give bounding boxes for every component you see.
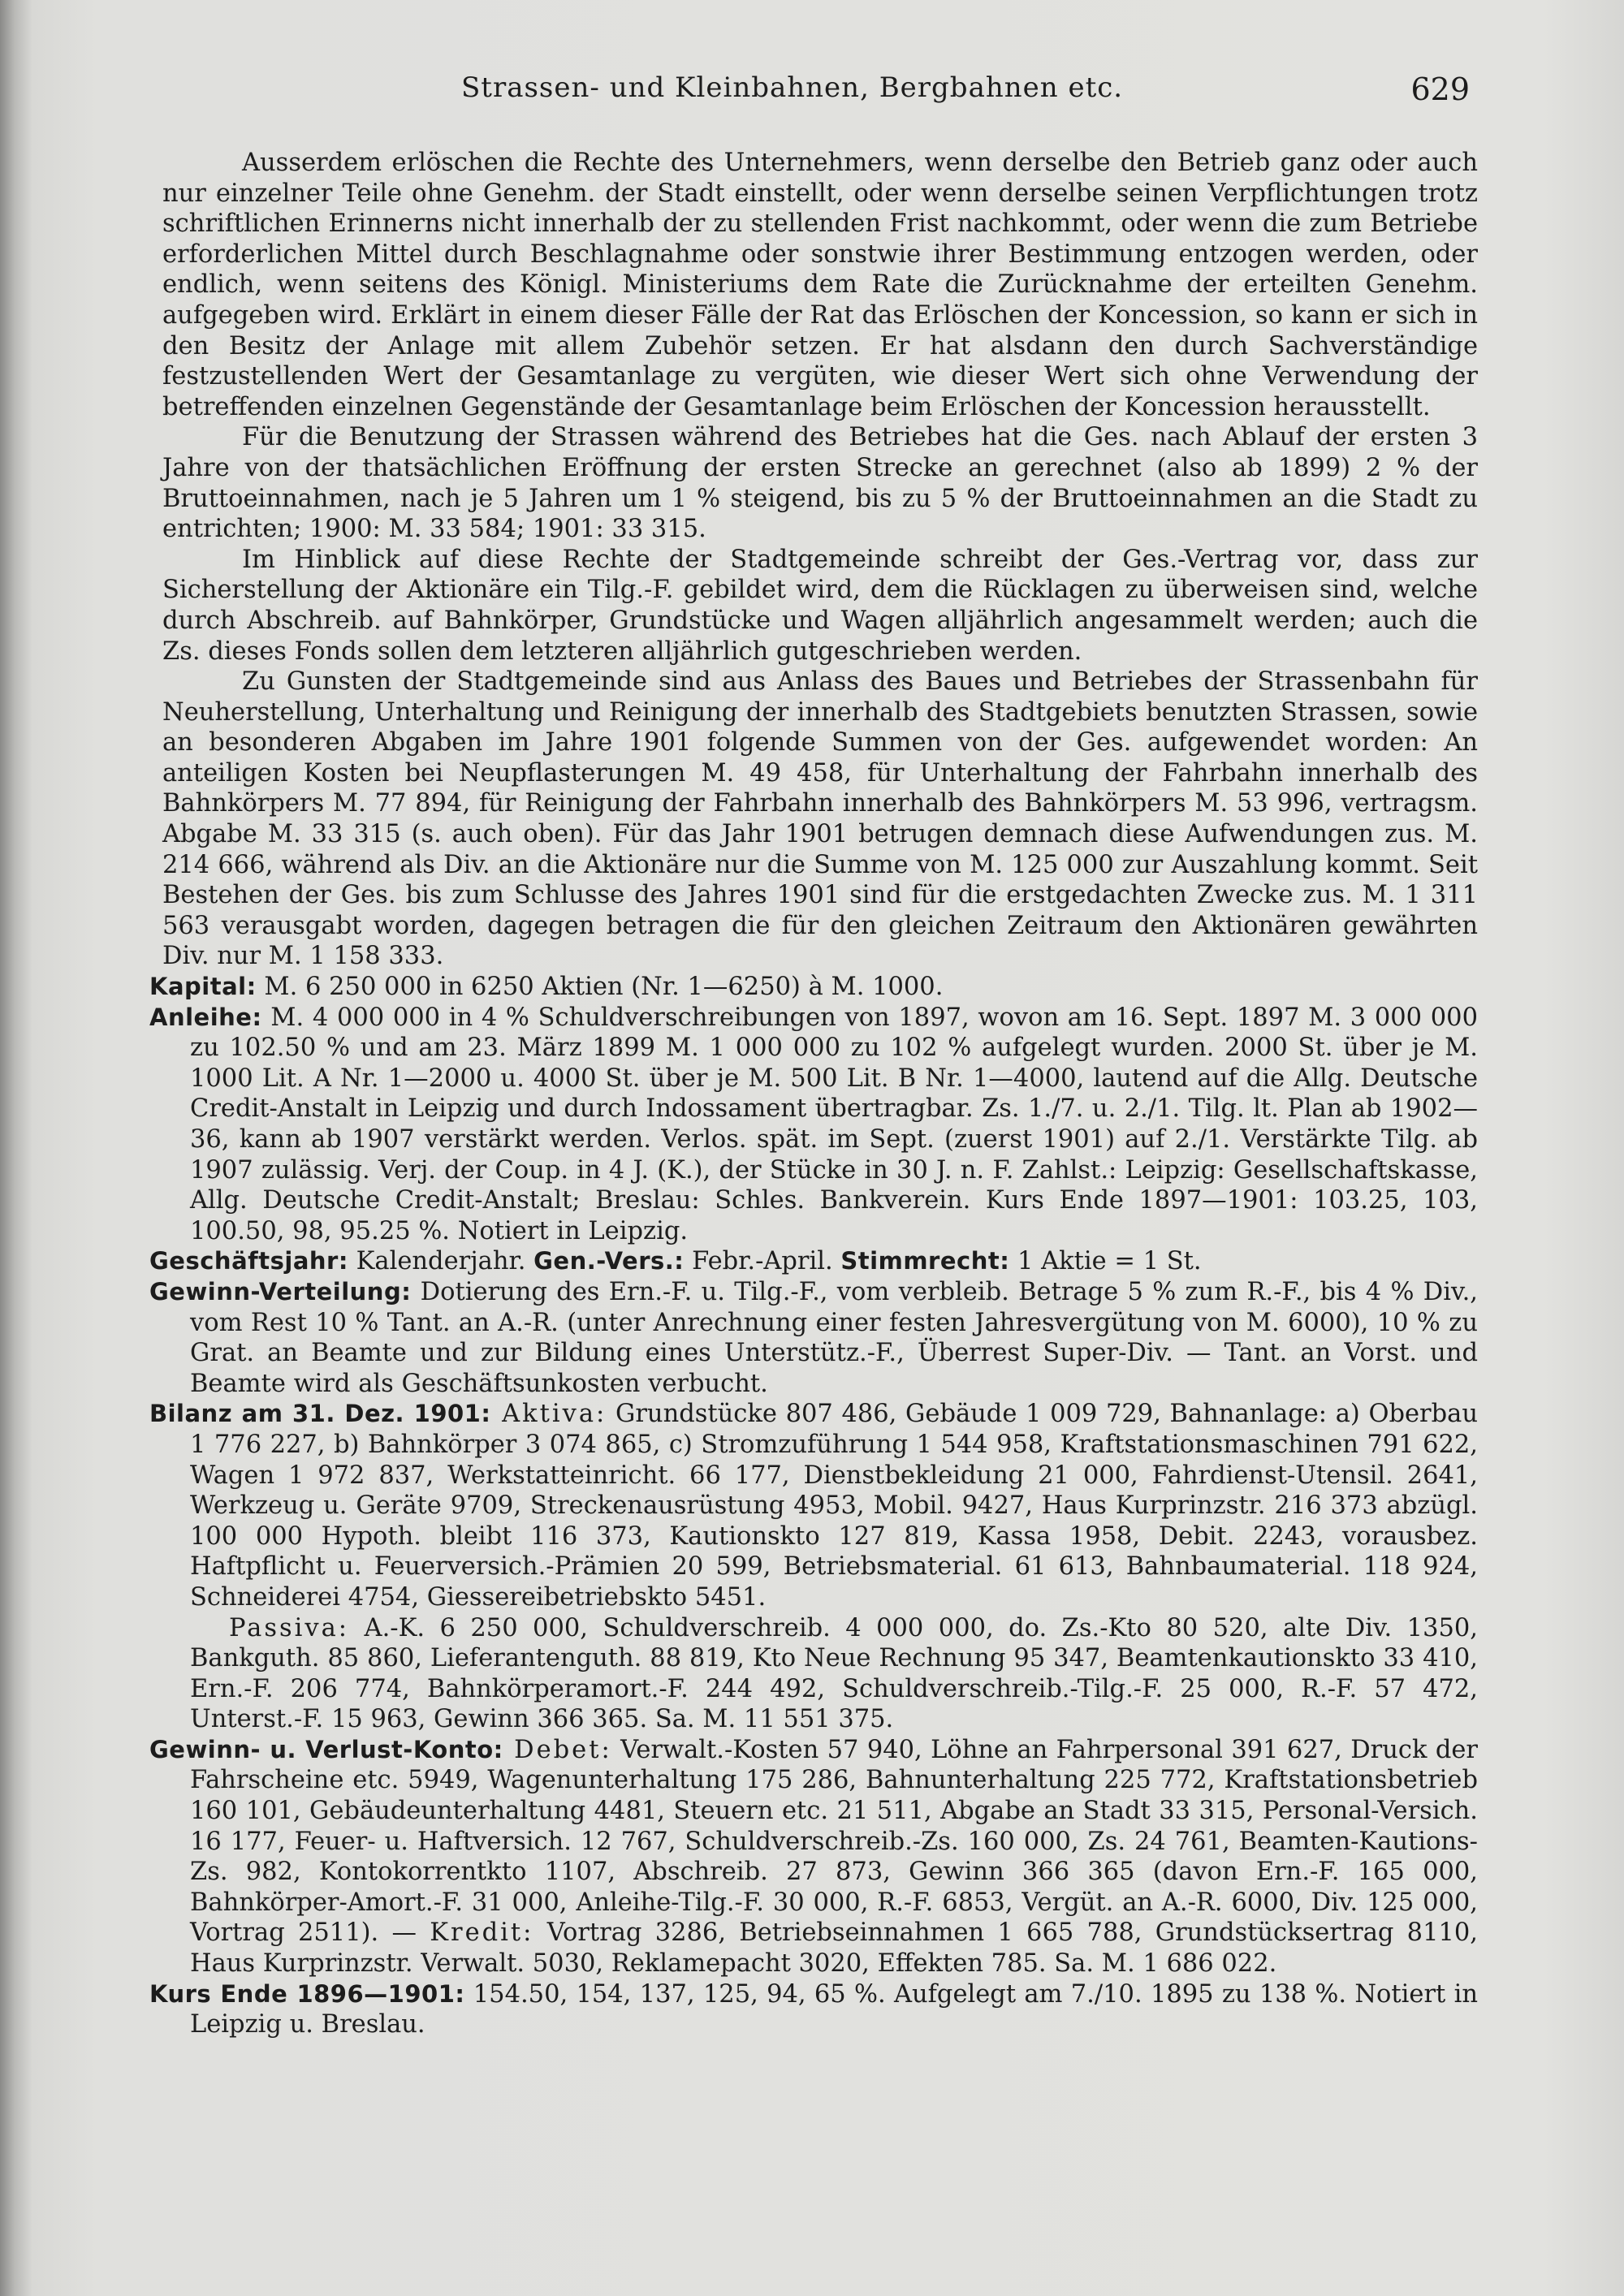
paragraph-benutzung: Für die Benutzung der Strassen während des Betriebes hat die Ges. nach Ablauf der ersten 3 Jahre von der thatsächlichen Eröffnung der ersten Strecke an gerechnet (also ab 1899) 2 % der Bruttoeinnahmen, nach je 5 Jahren um 1 % steigend, bis zu 5 % der Bruttoeinnahmen an die Stadt zu entrichten; 1900: M. 33 584; 1901: 33 315. — [162, 423, 1478, 544]
entry-bilanz-passiva — [162, 1613, 1478, 1735]
entry-label-stimmrecht: Stimmrecht: — [840, 1247, 1010, 1275]
entry-label: Geschäftsjahr: — [149, 1247, 348, 1275]
aktiva-label: Aktiva: — [490, 1400, 607, 1429]
passiva-label: Passiva: — [229, 1613, 350, 1642]
entry-geschaeftsjahr — [149, 1246, 1478, 1277]
entry-label: Kapital: — [149, 973, 257, 1001]
passiva-text: A.-K. 6 250 000, Schuldverschreib. 4 000 000, do. Zs.-Kto 80 520, alte Div. 1350, Bankguth. 85 860, Lieferantenguth. 88 819, Kto Neue Rechnung 95 347, Beamtenkautionskto 33 410, Ern.-F. 206 774, Bahnkörperamort.-F. 244 492, Schuldverschreib.-Tilg.-F. 25 000, R.-F. 57 472, Unterst.-F. 15 963, Gewinn 366 365. Sa. M. 11 551 375. — [190, 1613, 1478, 1734]
entry-label-gen-vers: Gen.-Vers.: — [533, 1247, 685, 1275]
entry-label: Gewinn-Verteilung: — [149, 1277, 412, 1306]
aktiva-text: Grundstücke 807 486, Gebäude 1 009 729, Bahnanlage: a) Oberbau 1 776 227, b) Bahnkörper 3 074 865, c) Stromzuführung 1 544 958, Kraftstationsmaschinen 791 622, Wagen 1 972 837, Werkstatteinricht. 66 177, Dienstbekleidung 21 000, Fahrdienst-Utensil. 2641, Werkzeug u. Geräte 9709, Streckenausrüstung 4953, Mobil. 9427, Haus Kurprinzstr. 216 373 abzügl. 100 000 Hypoth. bleibt 116 373, Kautionskto 127 819, Kassa 1958, Debit. 2243, vorausbez. Haftpflicht u. Feuerversich.-Prämien 20 599, Betriebsmaterial. 61 613, Bahnbaumaterial. 118 924, Schneiderei 4754, Giessereibetriebskto 5451. — [190, 1400, 1478, 1612]
entry-label: Anleihe: — [149, 1003, 262, 1031]
debet-label: Debet: — [503, 1735, 612, 1764]
entry-text-gen-vers: Febr.-April. — [684, 1247, 841, 1276]
page-body — [149, 148, 1478, 2040]
entry-bilanz — [149, 1399, 1478, 1612]
paragraph-gunsten: Zu Gunsten der Stadtgemeinde sind aus Anlass des Baues und Betriebes der Strassenbahn für Neuherstellung, Unterhaltung und Reinigung der innerhalb des Stadtgebiets benutzten Strassen, sowie an besonderen Abgaben im Jahre 1901 folgende Summen von der Ges. aufgewendet worden: An anteiligen Kosten bei Neupflasterungen M. 49 458, für Unterhaltung der Fahrbahn innerhalb des Bahnkörpers M. 77 894, für Reinigung der Fahrbahn innerhalb des Bahnkörpers M. 53 996, vertragsm. Abgabe M. 33 315 (s. auch oben). Für das Jahr 1901 betrugen demnach diese Aufwendungen zus. M. 214 666, während als Div. an die Aktionäre nur die Summe von M. 125 000 zur Auszahlung kommt. Seit Bestehen der Ges. bis zum Schlusse des Jahres 1901 sind für die erstgedachten Zwecke zus. M. 1 311 563 verausgabt worden, dagegen betragen die für den gleichen Zeitraum den Aktionären gewährten Div. nur M. 1 158 333. — [162, 667, 1478, 971]
entry-kurs — [149, 1979, 1478, 2040]
kredit-label: Kredit: — [430, 1918, 534, 1948]
paragraph-hinblick: Im Hinblick auf diese Rechte der Stadtgemeinde schreibt der Ges.-Vertrag vor, dass zur Sicherstellung der Aktionäre ein Tilg.-F. gebildet wird, dem die Rücklagen zu überweisen sind, welche durch Abschreib. auf Bahnkörper, Grundstücke und Wagen alljährlich angesammelt werden; auch die Zs. dieses Fonds sollen dem letzteren alljährlich gutgeschrieben werden. — [162, 545, 1478, 666]
running-title: Strassen- und Kleinbahnen, Bergbahnen etc. — [461, 71, 1124, 104]
page-header — [187, 71, 1470, 120]
entry-text-stimmrecht: 1 Aktie = 1 St. — [1009, 1247, 1202, 1276]
page-number: 629 — [1410, 71, 1470, 107]
entry-gewinn-verlust — [149, 1735, 1478, 1979]
entry-kapital — [149, 972, 1478, 1003]
entry-gewinn-verteilung — [149, 1277, 1478, 1399]
entry-text: Kalenderjahr. — [348, 1247, 534, 1276]
entry-anleihe — [149, 1003, 1478, 1247]
entry-label: Kurs Ende 1896—1901: — [149, 1979, 465, 2008]
entry-label: Bilanz am 31. Dez. 1901: — [149, 1400, 491, 1428]
entry-text: M. 6 250 000 in 6250 Aktien (Nr. 1—6250) à M. 1000. — [256, 973, 944, 1002]
debet-text: Verwalt.-Kosten 57 940, Löhne an Fahrpersonal 391 627, Druck der Fahrscheine etc. 5949, Wagenunterhaltung 175 286, Bahnunterhaltung 225 772, Kraftstationsbetrieb 160 101, Gebäudeunterhaltung 4481, Steuern etc. 21 511, Abgabe an Stadt 33 315, Personal-Versich. 16 177, Feuer- u. Haftversich. 12 767, Schuldverschreib.-Zs. 160 000, Zs. 24 761, Beamten-Kautions-Zs. 982, Kontokorrentkto 1107, Abschreib. 27 873, Gewinn 366 365 (davon Ern.-F. 165 000, Bahnkörper-Amort.-F. 31 000, Anleihe-Tilg.-F. 30 000, R.-F. 6853, Vergüt. an A.-R. 6000, Div. 125 000, Vortrag 2511). — — [190, 1735, 1478, 1948]
entry-text: Dotierung des Ern.-F. u. Tilg.-F., vom verbleib. Betrage 5 % zum R.-F., bis 4 % Div., vom Rest 10 % Tant. an A.-R. (unter Anrechnung einer festen Jahresvergütung von M. 6000), 10 % zu Grat. an Beamte und zur Bildung eines Unterstütz.-F., Überrest Super-Div. — Tant. an Vorst. und Beamte wird als Geschäftsunkosten verbucht. — [190, 1277, 1478, 1398]
entry-text: 154.50, 154, 137, 125, 94, 65 %. Aufgelegt am 7./10. 1895 zu 138 %. Notiert in Leipzig u. Breslau. — [190, 1979, 1478, 2039]
entry-label: Gewinn- u. Verlust-Konto: — [149, 1735, 503, 1763]
paragraph-konzession: Ausserdem erlöschen die Rechte des Unternehmers, wenn derselbe den Betrieb ganz oder auch nur einzelner Teile ohne Genehm. der Stadt einstellt, oder wenn derselbe seinen Verpflichtungen trotz schriftlichen Erinnerns nicht innerhalb der zu stellenden Frist nachkommt, oder wenn die zum Betriebe erforderlichen Mittel durch Beschlagnahme oder sonstwie ihrer Bestimmung entzogen werden, oder endlich, wenn seitens des Königl. Ministeriums dem Rate die Zurücknahme der erteilten Genehm. aufgegeben wird. Erklärt in einem dieser Fälle der Rat das Erlöschen der Koncession, so kann er sich in den Besitz der Anlage mit allem Zubehör setzen. Er hat alsdann den durch Sachverständige festzustellenden Wert der Gesamtanlage zu vergüten, wie dieser Wert sich ohne Verwendung der betreffenden einzelnen Gegenstände der Gesamtanlage beim Erlöschen der Koncession herausstellt. — [162, 149, 1478, 421]
kredit-text: Vortrag 3286, Betriebseinnahmen 1 665 788, Grundstücksertrag 8110, Haus Kurprinzstr. Verwalt. 5030, Reklamepacht 3020, Effekten 785. Sa. M. 1 686 022. — [190, 1918, 1478, 1979]
entry-text: M. 4 000 000 in 4 % Schuldverschreibungen von 1897, wovon am 16. Sept. 1897 M. 3 000 000 zu 102.50 % und am 23. März 1899 M. 1 000 000 zu 102 % aufgelegt wurden. 2000 St. über je M. 1000 Lit. A Nr. 1—2000 u. 4000 St. über je M. 500 Lit. B Nr. 1—4000, lautend auf die Allg. Deutsche Credit-Anstalt in Leipzig und durch Indossament übertragbar. Zs. 1./7. u. 2./1. Tilg. lt. Plan ab 1902—36, kann ab 1907 verstärkt werden. Verlos. spät. im Sept. (zuerst 1901) auf 2./1. Verstärkte Tilg. ab 1907 zulässig. Verj. der Coup. in 4 J. (K.), der Stücke in 30 J. n. F. Zahlst.: Leipzig: Gesellschaftskasse, Allg. Deutsche Credit-Anstalt; Breslau: Schles. Bankverein. Kurs Ende 1897—1901: 103.25, 103, 100.50, 98, 95.25 %. Notiert in Leipzig. — [190, 1003, 1478, 1245]
